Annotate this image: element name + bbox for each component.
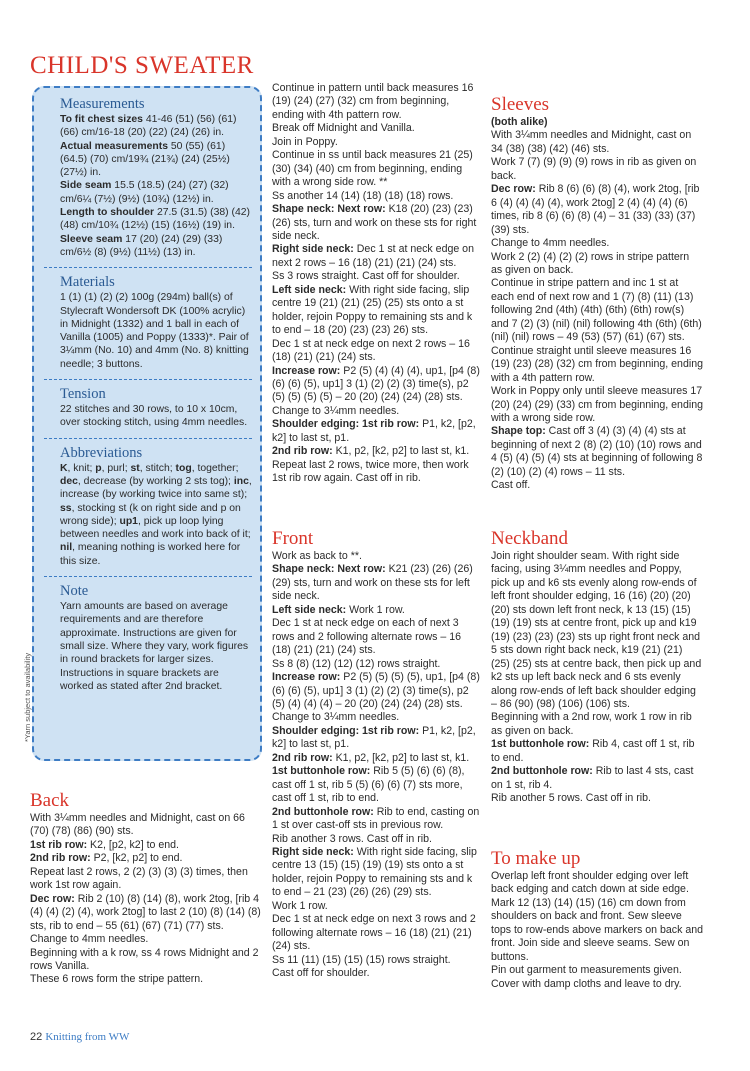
materials-heading: Materials bbox=[60, 274, 115, 291]
instruction: 1st buttonhole row: Rib 5 (5) (6) (6) (8), cast off 1 st, rib 5 (5) (6) (6) (7) sts more, cast off 1 st, rib to end. bbox=[272, 765, 465, 805]
make-up-section bbox=[491, 848, 703, 991]
instruction: Continue straight until sleeve measures 16 (19) (23) (28) (32) cm from beginning, ending with a 4th pattern row. bbox=[491, 344, 703, 384]
instruction: Dec row: Rib 2 (10) (8) (14) (8), work 2tog, [rib 4 (4) (4) (2) (4), work 2tog] to last 2 (10) (8) (14) (8) sts, rib to end – 55 (61) (67) (71) (77) sts. bbox=[30, 892, 261, 932]
instruction: Work in Poppy only until sleeve measures 17 (20) (24) (29) (33) cm from beginning, ending with a wrong side row. bbox=[491, 385, 703, 424]
tension-section bbox=[60, 386, 252, 430]
instruction: 2nd rib row: P2, [k2, p2] to end. bbox=[30, 852, 183, 865]
instruction: 1st buttonhole row: Rib 4, cast off 1 st, rib to end. bbox=[491, 738, 695, 764]
instruction: Left side neck: Work 1 row. bbox=[272, 603, 405, 616]
instruction: Shoulder edging: 1st rib row: P1, k2, [p2, k2] to last st, p1. bbox=[272, 418, 476, 444]
info-sidebar bbox=[32, 86, 262, 761]
instruction: 1st rib row: K2, [p2, k2] to end. bbox=[30, 838, 179, 851]
sleeves-subheading: (both alike) bbox=[491, 116, 548, 128]
instruction: Break off Midnight and Vanilla. bbox=[272, 122, 415, 135]
instruction: Pin out garment to measurements given. Cover with damp cloths and leave to dry. bbox=[491, 964, 682, 990]
page-number: 22 bbox=[30, 1031, 43, 1043]
instruction: Work as back to **. bbox=[272, 550, 362, 562]
instruction: Ss 8 (8) (12) (12) (12) rows straight. bbox=[272, 657, 441, 670]
instruction: Ss another 14 (14) (18) (18) (18) rows. bbox=[272, 189, 454, 202]
back-continued bbox=[272, 82, 480, 486]
instruction: With 3¼mm needles and Midnight, cast on 66 (70) (78) (86) (90) sts. bbox=[30, 812, 245, 838]
measurement-item: Sleeve seam 17 (20) (24) (29) (33) cm/6½ (8) (9½) (11½) (13) in. bbox=[60, 233, 223, 258]
instruction: Increase row: P2 (5) (4) (4) (4), up1, [p4 (8) (6) (6) (5), up1] 3 (1) (2) (2) (3) time(s), p2 (5) (5) (5) (5) – 20 (20) (24) (24) (28) sts. bbox=[272, 364, 480, 404]
front-heading: Front bbox=[272, 528, 314, 549]
measurement-item: Actual measurements 50 (55) (61) (64.5) (70) cm/19¾ (21¾) (24) (25½) (27½) in. bbox=[60, 140, 230, 179]
note-heading: Note bbox=[60, 583, 89, 600]
instruction: Increase row: P2 (5) (5) (5) (5), up1, [p4 (8) (6) (6) (5), up1] 3 (1) (2) (2) (3) time(s), p2 (5) (4) (4) (4) – 20 (20) (24) (24) (28) sts. bbox=[272, 671, 480, 710]
front-section bbox=[272, 528, 480, 981]
back-section bbox=[30, 790, 262, 987]
instruction: Beginning with a 2nd row, work 1 row in rib as given on back. bbox=[491, 711, 692, 737]
instruction: Continue in stripe pattern and inc 1 st at each end of next row and 1 (7) (8) (11) (13) following 2nd (4th) (4th) (6th) (6th) row(s) and 7 (2) (3) (nil) (nil) following 4th (6th) (6th) (nil) (nil) rows – 49 (53) (57) (61) (67) sts. bbox=[491, 277, 702, 344]
instruction: Continue in ss until back measures 21 (25) (30) (34) (40) cm from beginning, ending with a wrong side row. ** bbox=[272, 149, 473, 189]
instruction: Change to 4mm needles. bbox=[491, 237, 610, 250]
instruction: Work 2 (2) (4) (2) (2) rows in stripe pattern as given on back. bbox=[491, 250, 690, 276]
instruction: Dec 1 st at neck edge on next 3 rows and 2 following alternate rows – 16 (18) (21) (21) (24) sts. bbox=[272, 913, 476, 953]
section-divider bbox=[44, 267, 252, 268]
instruction: Join in Poppy. bbox=[272, 135, 338, 148]
note-section bbox=[60, 583, 252, 693]
instruction: Change to 3¼mm needles. bbox=[272, 404, 400, 417]
instruction: Shape neck: Next row: K18 (20) (23) (23) (26) sts, turn and work on these sts for right side neck. bbox=[272, 203, 477, 242]
sleeves-section bbox=[491, 94, 703, 493]
abbreviations-section bbox=[60, 445, 252, 568]
instruction: Rib another 5 rows. Cast off in rib. bbox=[491, 792, 651, 805]
measurement-item: To fit chest sizes 41-46 (51) (56) (61) (66) cm/16-18 (20) (22) (24) (26) in. bbox=[60, 114, 237, 139]
instruction: Join right shoulder seam. With right side facing, using 3¼mm needles and Poppy, pick up and k6 sts evenly along row-ends of left front shoulder edging, 16 (16) (20) (20) (20) sts down left front neck, k 13 (15) (15) (19) (19) sts at centre front, pick up and k19 (19) (23) (23) (23) sts up right front neck and 5 sts down right back neck, k19 (21) (21) (25) (25) sts at centre back, then pick up and k2 sts up left back neck and 6 sts evenly along row-ends of left back shoulder edging – 86 (90) (98) (106) (106) sts. bbox=[491, 550, 702, 710]
measurements-heading: Measurements bbox=[60, 96, 145, 112]
instruction: Continue in pattern until back measures 16 (19) (24) (27) (32) cm from beginning, ending with 4th pattern row. bbox=[272, 82, 474, 121]
instruction: Dec row: Rib 8 (6) (6) (8) (4), work 2tog, [rib 6 (4) (4) (4) (4), work 2tog] 2 (4) (4) (4) (6) times, rib 8 (6) (6) (8) (4) – 31 (33) (33) (37) (39) sts. bbox=[491, 183, 700, 236]
make-up-heading: To make up bbox=[491, 848, 581, 869]
instruction: Repeat last 2 rows, 2 (2) (3) (3) (3) times, then work 1st row again. bbox=[30, 865, 248, 892]
sleeves-heading: Sleeves bbox=[491, 94, 550, 115]
instruction: Left side neck: With right side facing, slip centre 19 (21) (21) (25) (25) sts onto a st holder, rejoin Poppy to remaining sts and k to end – 18 (20) (23) (23) 26) sts. bbox=[272, 283, 473, 337]
instruction: Shoulder edging: 1st rib row: P1, k2, [p2, k2] to last st, p1. bbox=[272, 724, 476, 751]
materials-section bbox=[60, 274, 252, 371]
instruction: Work 7 (7) (9) (9) (9) rows in rib as given on back. bbox=[491, 156, 697, 182]
instruction: Work 1 row. bbox=[272, 899, 328, 912]
measurement-item: Side seam 15.5 (18.5) (24) (27) (32) cm/6¼ (7½) (9½) (10¾) (12½) in. bbox=[60, 180, 229, 205]
neckband-heading: Neckband bbox=[491, 528, 569, 549]
section-divider bbox=[44, 438, 252, 439]
section-divider bbox=[44, 379, 252, 380]
instruction: Rib another 3 rows. Cast off in rib. bbox=[272, 832, 432, 845]
instruction: Ss 3 rows straight. Cast off for shoulder. bbox=[272, 270, 460, 283]
instruction: Dec 1 st at neck edge on each of next 3 rows and 2 following alternate rows – 16 (18) (21) (21) (24) sts. bbox=[272, 617, 462, 657]
back-heading: Back bbox=[30, 790, 70, 811]
page-title: CHILD'S SWEATER bbox=[30, 52, 254, 79]
page-footer bbox=[30, 1031, 129, 1043]
instruction: Right side neck: With right side facing, slip centre 13 (15) (15) (19) (19) sts onto a st holder, rejoin Poppy to remaining sts and k to end – 21 (23) (26) (26) (29) sts. bbox=[272, 845, 477, 899]
neckband-section bbox=[491, 528, 703, 806]
note-text: Yarn amounts are based on average requirements and are therefore approximate. Instructions are given for small size. Where they vary, work figures in round brackets for larger sizes. Instructions in square brackets are worked as stated after 2nd bracket. bbox=[60, 601, 249, 692]
instruction: 2nd buttonhole row: Rib to last 4 sts, cast on 1 st, rib 4. bbox=[491, 765, 694, 791]
tension-text: 22 stitches and 30 rows, to 10 x 10cm, over stocking stitch, using 4mm needles. bbox=[60, 404, 248, 429]
instruction: Cast off for shoulder. bbox=[272, 967, 370, 980]
instruction: Shape neck: Next row: K21 (23) (26) (26) (29) sts, turn and work on these sts for left side neck. bbox=[272, 563, 473, 603]
instruction: With 3¼mm needles and Midnight, cast on 34 (38) (38) (42) (46) sts. bbox=[491, 129, 692, 155]
instruction: Overlap left front shoulder edging over left back edging and catch down at side edge. Mark 12 (13) (14) (15) (16) cm down from shoulders on back and front. Sew sleeve tops to row-ends above markers on back and front. Join side and sleeve seams. Sew on buttons. bbox=[491, 870, 703, 963]
abbreviations-heading: Abbreviations bbox=[60, 444, 143, 461]
yarn-availability-note: *Yarn subject to availability bbox=[23, 652, 32, 742]
instruction: Shape top: Cast off 3 (4) (3) (4) (4) sts at beginning of next 2 (8) (2) (10) (10) rows and 4 (5) (4) (5) (4) sts at beginning of following 8 (2) (10) (2) (4) rows – 11 sts. bbox=[491, 425, 703, 478]
section-divider bbox=[44, 576, 252, 577]
instruction: Beginning with a k row, ss 4 rows Midnight and 2 rows Vanilla. bbox=[30, 946, 259, 972]
materials-text: 1 (1) (1) (2) (2) 100g (294m) ball(s) of Stylecraft Wondersoft DK (100% acrylic) in Midnight (1332) and 1 ball in each of Vanilla (1005) and Poppy (1333)*. Pair of 3¼mm (No. 10) and 4mm (No. 8) knitting needle; 3 buttons. bbox=[60, 292, 249, 370]
measurements-section bbox=[60, 96, 252, 259]
instruction: Dec 1 st at neck edge on next 2 rows – 16 (18) (21) (21) (24) sts. bbox=[272, 337, 470, 364]
instruction: Ss 11 (11) (15) (15) (15) rows straight. bbox=[272, 953, 451, 966]
column-2 bbox=[272, 82, 480, 486]
instruction: 2nd rib row: K1, p2, [k2, p2] to last st, k1. bbox=[272, 751, 470, 764]
publication-name: Knitting from WW bbox=[45, 1031, 130, 1043]
instruction: Cast off. bbox=[491, 479, 531, 492]
instruction: 2nd buttonhole row: Rib to end, casting on 1 st over cast-off sts in previous row. bbox=[272, 805, 480, 832]
instruction: Change to 4mm needles. bbox=[30, 933, 149, 946]
instruction: These 6 rows form the stripe pattern. bbox=[30, 973, 204, 986]
instruction: 2nd rib row: K1, p2, [k2, p2] to last st, k1. Repeat last 2 rows, twice more, then work 1st rib row again. Cast off in rib. bbox=[272, 445, 470, 485]
abbreviations-text: K, knit; p, purl; st, stitch; tog, together; dec, decrease (by working 2 sts tog); inc, increase (by working twice into same st); ss, stocking st (k on right side and p on wrong side); up1, pick up loop lying between needles and work into back of it; nil, meaning nothing is worked here for this size. bbox=[60, 462, 252, 567]
instruction: Change to 3¼mm needles. bbox=[272, 711, 400, 724]
instruction: Right side neck: Dec 1 st at neck edge on next 2 rows – 16 (18) (21) (21) (24) sts. bbox=[272, 243, 474, 269]
measurement-item: Length to shoulder 27.5 (31.5) (38) (42) (48) cm/10¾ (12½) (15) (16½) (19) in. bbox=[60, 207, 250, 232]
tension-heading: Tension bbox=[60, 386, 106, 403]
